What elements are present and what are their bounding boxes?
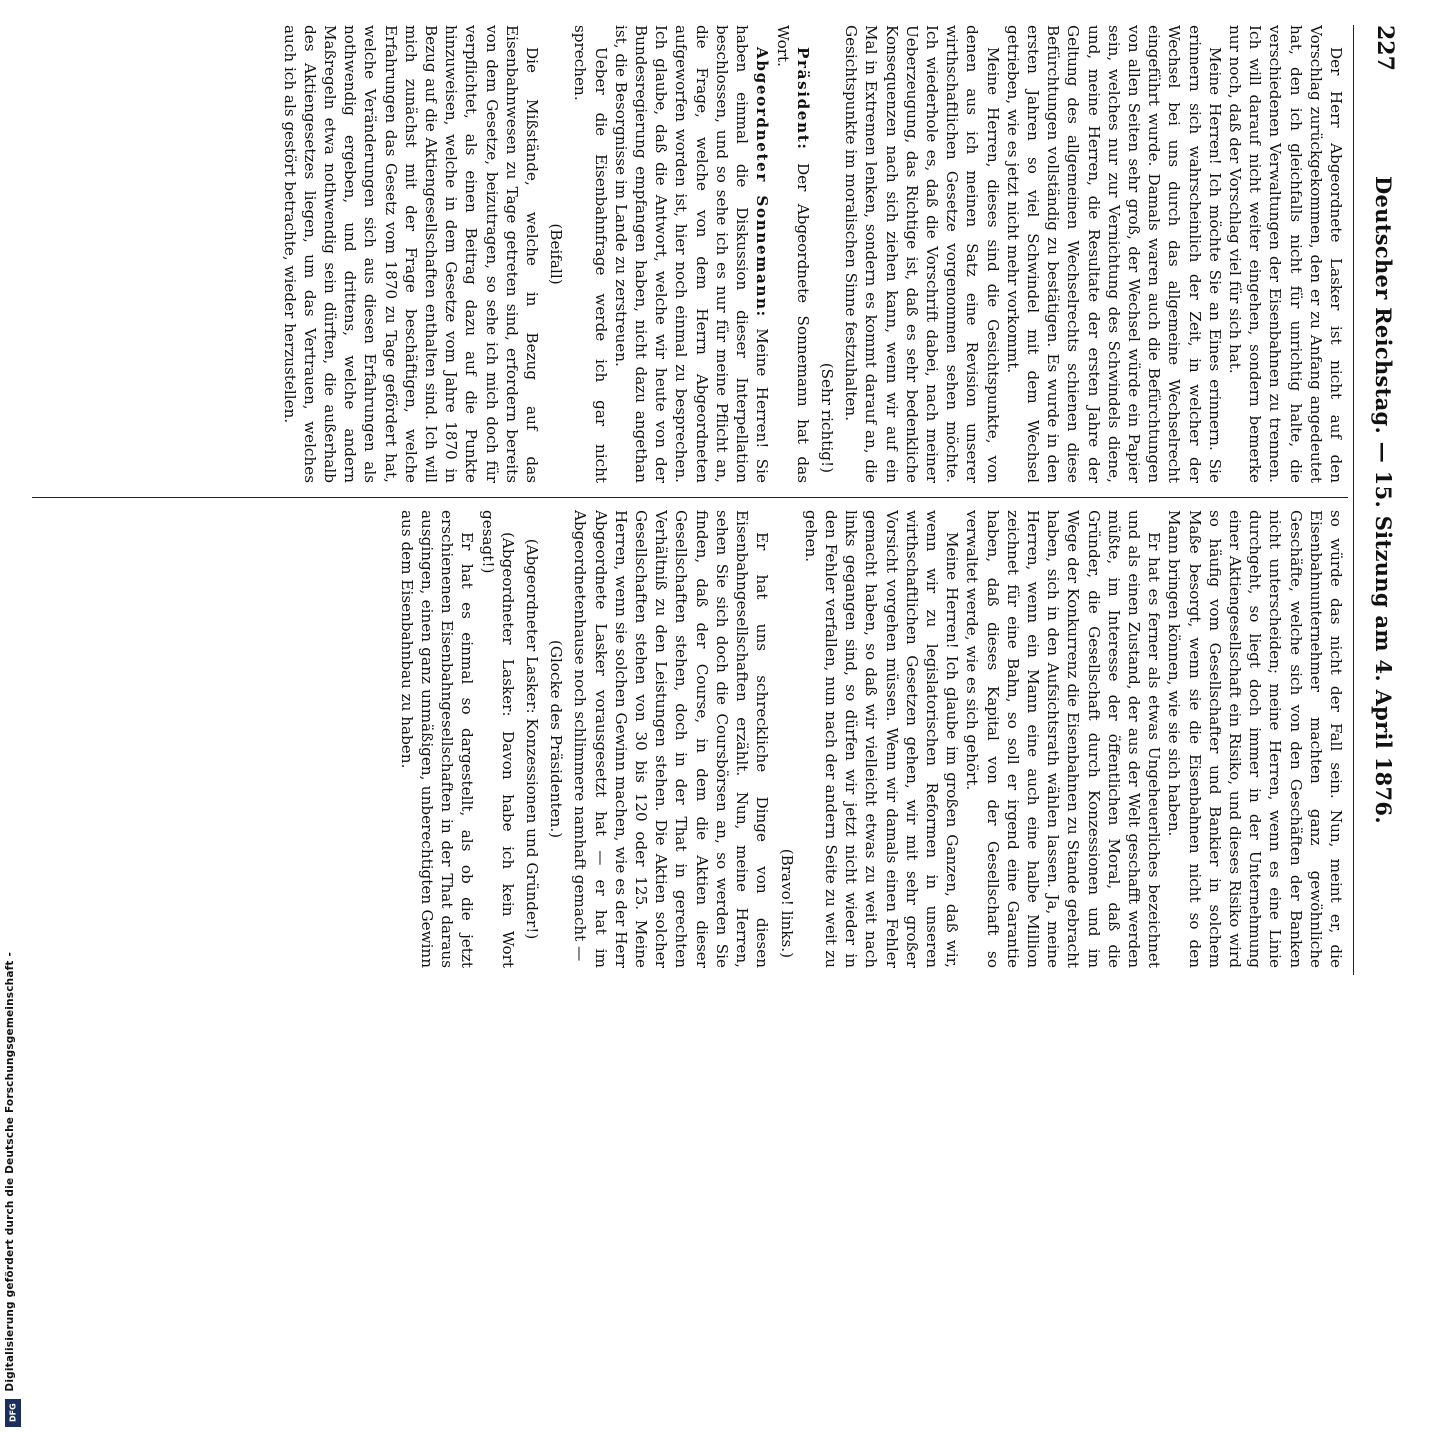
paragraph: Meine Herren, dieses sind die Gesichtspunkte, von denen aus ich meinen Satz eine Revision unserer wirthschaftlichen Gesetze vorgenommen sehen möchte. Ich wiederhole es, daß die Vorschrift dabei, nach meiner Ueberzeugung, das Richtige ist, daß es sehr bedenkliche Konsequenzen nach sich ziehen kann, wenn wir auf ein Mal in Extremen lenken, sondern es kommt darauf an, die Gesichtspunkte im moralischen Sinne festzuhalten. [842,25,1002,483]
page-header [1354,25,1406,975]
paragraph: so würde das nicht der Fall sein. Nun, meint er, die Eisenbahnunternehmer machten ganz gewöhnliche Geschäfte, welche sich von den Geschäften der Banken nicht unterscheiden; meine Herren, wenn es eine Linie durchgeht, so liegt doch immer in der Unternehmung einer Aktiengesellschaft ein Risiko, und dieses Risiko wird so häufig vom Gesellschafter und Bankier in solchem Maße besorgt, wenn sie die Eisenbahnen nicht so den Mann bringen können, wie sie sich haben. [1165,510,1345,968]
right-column [30,510,1346,968]
column-divider [32,497,1348,498]
credit-text: Digitalisierung gefördert durch die Deutsche Forschungsgemeinschaft - [4,952,16,1392]
digitization-credit-strip [2,0,24,1432]
page-title: Deutscher Reichstag. — 15. Sitzung am 4. April 1876. [1371,176,1396,824]
paragraph: Die Mißstände, welche in Bezug auf das Eisenbahnwesen zu Tage getreten sind, erfordern bereits von dem Gesetze, beizutragen, so sehe ich mich doch für verpflichtet, als einen Beitrag dazu auf die Punkte hinzuweisen, welche in dem Gesetze vom Jahre 1870 in Bezug auf die Aktiengesellschaften enthalten sind. Ich will mich zunächst mit der Frage beschäftigen, welche Erfahrungen das Gesetz vom 1870 zu Tage gefördert hat, welche Veränderungen sich aus diesen Erfahrungen als nothwendig ergeben, und drittens, welche andern Maßregeln etwa nothwendig sein dürften, die außerhalb des Aktiengesetzes liegen, um das Vertrauen, welches auch ich als gestört betrachte, wieder herzustellen. [280,25,542,483]
interjection: (Glocke des Präsidenten.) [547,639,566,839]
speaker-name: Abgeordneter Sonnemann: [753,47,772,318]
paragraph: Der Herr Abgeordnete Lasker ist nicht auf den Vorschlag zurückgekommen, den er zu Anfang angedeutet hat, den ich gleichfalls nicht für unrichtig halte, die verschiedenen Verwaltungen der Eisenbahnen zu trennen. Ich will darauf nicht weiter eingehen, sondern bemerke nur noch, daß der Vorschlag viel für sich hat. [1225,25,1345,483]
paragraph: Meine Herren! Sie haben einmal die Diskussion dieser Interpellation beschlossen, und so sehe ich es nur für meine Pflicht an, die Frage, welche von dem Herrn Abgeordneten aufgeworfen worden ist, hier noch einmal zu besprechen. Ich glaube, daß die Antwort, welche wir heute von der Bundesregierung empfangen haben, nicht dazu angethan ist, die Besorgnisse im Lande zu zerstreuen. [611,25,772,483]
paragraph: Er hat es einmal so dargestellt, als ob die jetzt erschienenen Eisenbahngesellschaften in der That daraus ausgingen, einen ganz unmäßigen, unberechtigten Gewinn aus dem Eisenbahnbau zu haben. [397,510,477,968]
interjection: (Beifall) [547,223,566,285]
interjection: (Sehr richtig!) [817,362,836,473]
interjection: (Bravo! links.) [777,848,796,958]
speaker-text: Der Abgeordnete Sonnemann hat das Wort. [773,25,812,483]
paragraph: Er hat uns schreckliche Dinge von diesen Eisenbahngesellschaften erzählt. Nun, meine Herren, sehen Sie sich doch die Coursbörsen an, so werden Sie finden, daß der Course, in dem die Aktien dieser Gesellschaften stehen, doch in der That in gerechten Verhältniß zu den Leistungen stehen. Die Aktien solcher Gesellschaften stehen von 30 bis 120 oder 125. Meine Herren, wenn sie solchen Gewinn machen, wie es der Herr Abgeordnete Lasker vorausgesetzt hat — er hat im Abgeordnetenhause noch schlimmere namhaft gemacht — [571,510,772,968]
interjection: (Abgeordneter Lasker: Konzessionen und Gründer!) [523,538,542,940]
paragraph: Ueber die Eisenbahnfrage werde ich gar nicht sprechen. [571,25,610,483]
left-column [30,25,1346,483]
header-rule [1353,25,1354,975]
page-number: 227 [1372,25,1398,71]
paragraph: Meine Herren! Ich glaube im großen Ganzen, daß wir, wenn wir zu legislatorischen Reformen in unseren wirthschaftlichen Gesetzen gehen, wir mit sehr großer Vorsicht vorgehen müssen. Wenn wir damals einen Fehler gemacht haben, so daß wir vielleicht etwas zu weit nach links gegangen sind, so dürfen wir jetzt nicht wieder in den Fehler verfallen, nun nach der andern Seite zu weit zu gehen. [801,510,962,968]
paragraph: (Abgeordneter Lasker: Davon habe ich kein Wort gesagt!) [478,510,517,968]
paragraph: Meine Herren! Ich möchte Sie an Eines erinnern. Sie erinnern sich wahrscheinlich der Zeit, in welcher der Wechsel bei uns durch das allgemeine Wechselrecht eingeführt wurde. Damals waren auch die Befürchtungen von allen Seiten sehr groß, der Wechsel würde ein Papier sein, welches nur zur Vernichtung des Schwindels diene, und, meine Herren, die Resultate der ersten Jahre der Geltung des allgemeinen Wechselrechts schienen diese Befürchtungen vollständig zu bestätigen. Es wurde in den ersten Jahren so viel Schwindel mit dem Wechsel getrieben, wie es jetzt nicht mehr vorkommt. [1003,25,1224,483]
paragraph: Er hat es ferner als etwas Ungeheuerliches bezeichnet und als einen Zustand, der aus der Welt geschafft werden müßte, im Interesse der öffentlichen Moral, daß die Gründer, die Gesellschaft durch Konzessionen und im Wege der Konkurrenz die Eisenbahnen zu Stande gebracht haben, sich in den Aufsichtsrath wählen lassen. Ja, meine Herren, wenn ein Mann eine auch eine halbe Million zeichnet für eine Bahn, so soll er irgend eine Garantie haben, daß dieses Kapital von der Gesellschaft so verwaltet werde, wie es sich gehört. [963,510,1164,968]
dfg-logo: DFG [5,1399,21,1427]
speaker-name: Präsident: [793,47,812,151]
